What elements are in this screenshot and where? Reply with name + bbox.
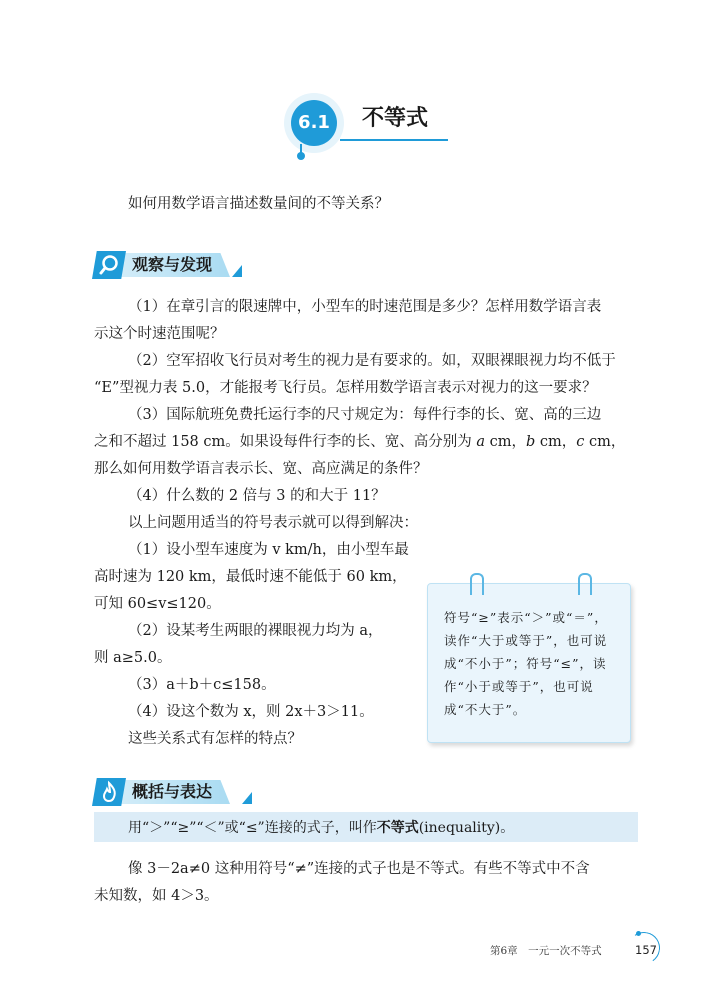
answer-1-line-2: 高时速为 120 km，最低时速不能低于 60 km， <box>94 569 407 585</box>
binder-ring-icon <box>470 573 484 595</box>
question-1-line-1: （1）在章引言的限速牌中，小型车的时速范围是多少？怎样用数学语言表 <box>128 299 602 315</box>
answer-2-line-1: （2）设某考生两眼的裸眼视力均为 a， <box>128 623 383 639</box>
observe-banner <box>92 251 252 279</box>
section-badge-dot <box>297 152 305 160</box>
summary-banner <box>92 778 262 806</box>
intro-question: 如何用数学语言描述数量间的不等关系？ <box>128 196 389 212</box>
footer-dot <box>636 931 641 936</box>
answer-2-line-2: 则 a≥5.0。 <box>94 650 172 666</box>
answer-1-line-1: （1）设小型车速度为 v km/h，由小型车最 <box>128 542 409 558</box>
closing-line-2: 未知数，如 4＞3。 <box>94 888 219 904</box>
answer-4: （4）设这个数为 x，则 2x＋3＞11。 <box>128 704 374 720</box>
definition-text: 用“＞”“≥”“＜”或“≤”连接的式子，叫作不等式(inequality)。 <box>128 820 515 836</box>
question-2-line-2: “E”型视力表 5.0，才能报考飞行员。怎样用数学语言表示对视力的这一要求？ <box>94 380 597 396</box>
banner-triangle <box>242 792 252 804</box>
note-card <box>427 583 631 743</box>
question-3-line-1: （3）国际航班免费托运行李的尺寸规定为：每件行李的长、宽、高的三边 <box>128 407 602 423</box>
footer-chapter: 第6章 一元一次不等式 <box>490 945 602 957</box>
observe-label: 观察与发现 <box>132 255 213 274</box>
answer-1-line-3: 可知 60≤v≤120。 <box>94 596 221 612</box>
binder-ring-icon <box>578 573 592 595</box>
banner-triangle <box>232 265 242 277</box>
definition-term: 不等式 <box>376 820 419 836</box>
section-number-badge: 6.1 <box>291 100 337 146</box>
question-4: （4）什么数的 2 倍与 3 的和大于 11？ <box>128 488 386 504</box>
question-3-line-2: 之和不超过 158 cm。如果设每件行李的长、宽、高分别为 a cm，b cm，c cm， <box>94 434 626 450</box>
answers-lead: 以上问题用适当的符号表示就可以得到解决： <box>128 515 418 531</box>
flame-icon <box>92 778 126 806</box>
question-2-line-1: （2）空军招收飞行员对考生的视力是有要求的。如，双眼裸眼视力均不低于 <box>128 353 616 369</box>
magnifier-icon <box>92 251 126 279</box>
features-question: 这些关系式有怎样的特点？ <box>128 731 302 747</box>
closing-line-1: 像 3－2a≠0 这种用符号“≠”连接的式子也是不等式。有些不等式中不含 <box>128 861 590 877</box>
question-1-line-2: 示这个时速范围呢？ <box>94 326 225 342</box>
section-title: 不等式 <box>362 105 429 131</box>
page-number: 157 <box>635 943 657 957</box>
section-title-underline <box>340 139 448 141</box>
summary-label: 概括与表达 <box>132 782 213 801</box>
answer-3: （3）a＋b＋c≤158。 <box>128 677 276 693</box>
question-3-line-3: 那么如何用数学语言表示长、宽、高应满足的条件？ <box>94 461 428 477</box>
note-text: 符号“≥”表示“＞”或“＝”，读作“大于或等于”，也可说成“不小于”；符号“≤”，读作“小于或等于”，也可说成“不大于”。 <box>444 610 608 717</box>
definition-box <box>94 812 638 842</box>
